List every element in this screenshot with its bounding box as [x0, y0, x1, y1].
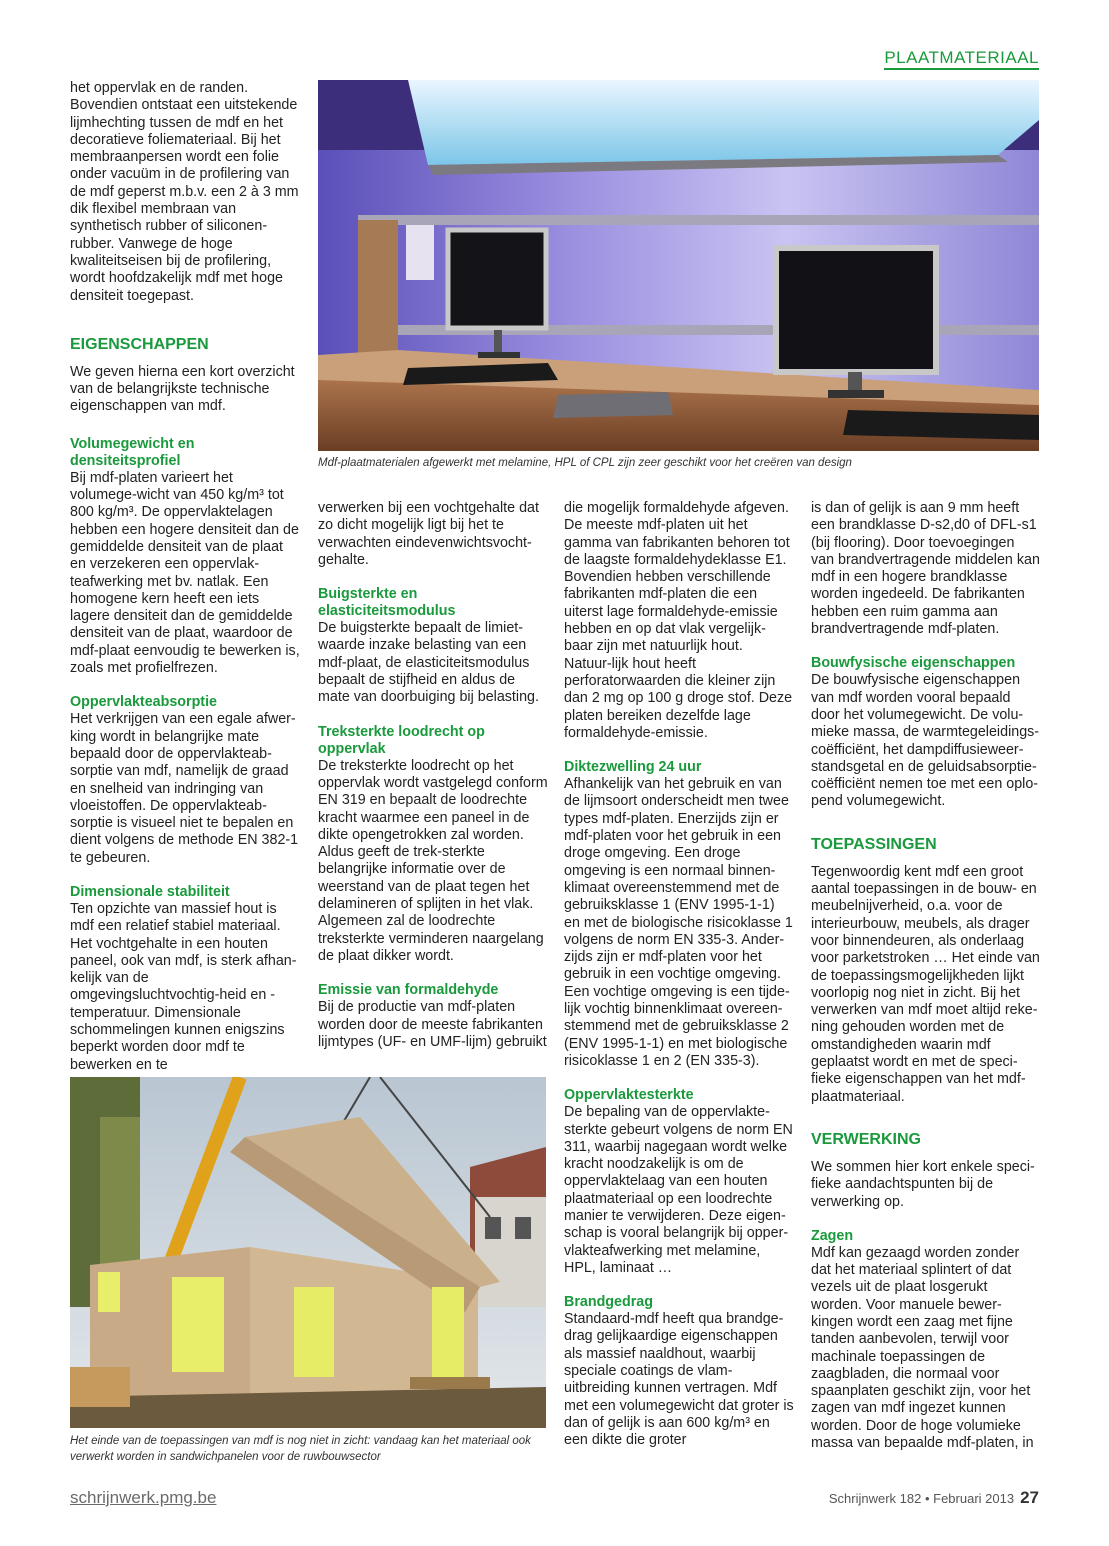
- subheading-bouwfysische: Bouwfysische eigenschappen: [811, 655, 1016, 672]
- paragraph: We sommen hier kort enkele speci-fieke aandachtspunten bij de verwerking op.: [811, 1158, 1035, 1210]
- caption-top: Mdf-plaatmaterialen afgewerkt met melamine, HPL of CPL zijn zeer geschikt voor het creëren van design: [318, 457, 852, 469]
- paragraph: die mogelijk formaldehyde afgeven. De meeste mdf-platen uit het gamma van fabrikanten behoren tot de laagste formaldehydeklasse E1. Bovendien hebben verschillende fabrikanten mdf-platen die een uiterst lage formaldehyde-emissie hebben en op dat vlak vergelijk-baar zijn met natuurlijk hout. Natuur-lijk hout heeft perforatorwaarden die kleiner zijn dan 2 mg op 100 g droge stof. Deze platen bereiken dezelfde lage formaldehyde-emissie.: [564, 500, 793, 741]
- paragraph: De bouwfysische eigenschappen van mdf worden vooral bepaald door het volumegewicht. De volu-mieke massa, de warmtegeleidings-coëfficiënt, het dampdiffusieweer-standsgetal en de geluidsabsorptie-coëfficiënt nemen toe met een oplo-pend volumegewicht.: [811, 672, 1040, 810]
- paragraph: De bepaling van de oppervlakte-sterkte gebeurt volgens de norm EN 311, waarbij nagegaan wordt welke kracht noodzakelijk is om de oppervlaktelaag van een houten plaatmateriaal op een loodrechte manier te verwijderen. Deze eigen-schap is vooral belangrijk bij opper-vlakteafwerking met melamine, HPL, laminaat …: [564, 1104, 793, 1276]
- paragraph: verwerken bij een vochtgehalte dat zo dicht mogelijk ligt bij het te verwachten eindevenwichtsvocht-gehalte.: [318, 500, 539, 568]
- column-1: [70, 80, 302, 1074]
- page-number: 27: [1020, 1488, 1039, 1507]
- column-4: [811, 500, 1041, 1452]
- heading-eigenschappen: EIGENSCHAPPEN: [70, 335, 209, 353]
- paragraph: De treksterkte loodrecht op het oppervlak wordt vastgelegd conform EN 319 en bepaalt de loodrechte kracht waarmee een paneel in de dikte opengetrokken zal worden. Aldus geeft de trek-sterkte belangrijke informatie over de weerstand van de plaat tegen het delamineren of splijten in het vlak. Algemeen zal de loodrechte treksterkte verminderen naargelang de plaat dikker wordt.: [318, 757, 548, 964]
- paragraph: Bij de productie van mdf-platen worden door de meeste fabrikanten lijmtypes (UF- en UMF-lijm) gebruikt: [318, 999, 547, 1050]
- subheading-oppervlaktesterkte: Oppervlaktesterkte: [564, 1087, 694, 1104]
- paragraph: Afhankelijk van het gebruik en van de lijmsoort onderscheidt men twee types mdf-platen. Enerzijds zijn er mdf-platen voor het gebruik in een droge omgeving. Een droge omgeving is een normaal binnen-klimaat overeenstemmend met de gebruiksklasse 1 (ENV 1995-1-1) en met de biologische risicoklasse 1 volgens de norm EN 335-3. Ander-zijds zijn er mdf-platen voor het gebruik in een vochtige omgeving. Een vochtige omgeving is een tijde-lijk vochtig binnenklimaat overeen-stemmend met de gebruiksklasse 2 (ENV 1995-1-1) en met biologische risicoklasse 1 en 2 (EN 335-3).: [564, 776, 793, 1069]
- paragraph: Het verkrijgen van een egale afwer-king wordt in belangrijke mate bepaald door de oppervlakteab-sorptie van mdf, namelijk de graad en snelheid van indringing van vloeistoffen. De oppervlakteab-sorptie is visueel niet te bepalen en dient volgens de methode EN 382-1 te gebeuren.: [70, 711, 299, 866]
- paragraph: Tegenwoordig kent mdf een groot aantal toepassingen in de bouw- en meubelnijverheid, o.a. voor de interieurbouw, meubels, als drager voor binnendeuren, als onderlaag voor parketstroken … Het einde van de toepassingsmogelijkheden lijkt voorlopig nog niet in zicht. Bij het verwerken van mdf moet altijd reke-ning gehouden worden met de omstandigheden waarin mdf geplaatst wordt en met de speci-fieke eigenschappen van het mdf-plaatmateriaal.: [811, 863, 1040, 1105]
- paragraph: Mdf kan gezaagd worden zonder dat het materiaal splintert of dat vezels uit de plaat losgerukt worden. Voor manuele bewer-kingen wordt een zaag met fijne tanden aanbevolen, terwijl voor machinale toepassingen de zaagbladen, die normaal voor spaanplaten geschikt zijn, voor het zagen van mdf ingezet kunnen worden. Door de hoge volumieke massa van bepaalde mdf-platen, in: [811, 1244, 1034, 1452]
- subheading-oppervlakteabsorptie: Oppervlakteabsorptie: [70, 694, 217, 711]
- paragraph: Ten opzichte van massief hout is mdf een relatief stabiel materiaal. Het vochtgehalte in een houten paneel, ook van mdf, is sterk afhan-kelijk van de omgevingsluchtvochtig-heid en -temperatuur. Dimensionale schommelingen kunnen enigszins beperkt worden door mdf te bewerken en te: [70, 900, 297, 1073]
- subheading-brandgedrag: Brandgedrag: [564, 1294, 653, 1311]
- heading-verwerking: VERWERKING: [811, 1130, 921, 1148]
- paragraph: is dan of gelijk is aan 9 mm heeft een brandklasse D-s2,d0 of DFL-s1 (bij flooring). Door toevoegingen van brandvertragende middelen kan mdf in een hogere brandklasse worden ingedeeld. De fabrikanten hebben een ruim gamma aan brandvertragende mdf-platen.: [811, 500, 1040, 638]
- subheading-buigsterkte: Buigsterkte en elasticiteitsmodulus: [318, 586, 456, 620]
- paragraph: We geven hierna een kort overzicht van de belangrijkste technische eigenschappen van mdf.: [70, 363, 295, 415]
- paragraph: het oppervlak en de randen. Bovendien ontstaat een uitstekende lijmhechting tussen de mdf en het decoratieve foliemateriaal. Bij het membraanpersen wordt een folie onder vacuüm in de profilering van de mdf geperst m.b.v. een 2 à 3 mm dik flexibel membraan van synthetisch rubber of siliconen-rubber. Vanwege de hoge kwaliteitseisen bij de profilering, wordt hoofdzakelijk mdf met hoge densiteit toegepast.: [70, 80, 299, 304]
- paragraph: De buigsterkte bepaalt de limiet-waarde inzake belasting van een mdf-plaat, de elasticiteitsmodulus bepaalt de stijfheid en aldus de mate van doorbuiging bij belasting.: [318, 620, 539, 706]
- issue-label: Schrijnwerk 182 • Februari 2013: [828, 1491, 1015, 1506]
- column-2: [318, 500, 548, 1051]
- subheading-diktezwelling: Diktezwelling 24 uur: [564, 759, 702, 776]
- heading-toepassingen: TOEPASSINGEN: [811, 835, 937, 853]
- subheading-zagen: Zagen: [811, 1227, 854, 1244]
- subheading-emissie: Emissie van formaldehyde: [318, 982, 499, 999]
- website-link[interactable]: schrijnwerk.pmg.be: [70, 1488, 217, 1507]
- paragraph: Bij mdf-platen varieert het volumege-wicht van 450 kg/m³ tot 800 kg/m³. De oppervlaktelagen hebben een hogere densiteit dan de gemiddelde densiteit van de plaat en verzekeren een oppervlak-teafwerking met bv. natlak. Een homogene kern heeft een iets lagere densiteit dan de gemiddelde densiteit van de plaat, waardoor de mdf-plaat eenvoudig te bewerken is, zoals met profielfrezen.: [70, 469, 300, 677]
- subheading-dimensionale-stabiliteit: Dimensionale stabiliteit: [70, 883, 230, 900]
- section-tag: PLAATMATERIAAL: [884, 48, 1039, 70]
- subheading-volumegewicht: Volumegewicht en densiteitsprofiel: [70, 435, 195, 469]
- paragraph: Standaard-mdf heeft qua brandge-drag gelijkaardige eigenschappen als massief naaldhout, waarbij speciale coatings de vlam-uitbreiding kunnen vertragen. Mdf met een volumegewicht dat groter is dan of gelijk is aan 600 kg/m³ en een dikte die groter: [564, 1311, 794, 1449]
- photo-sandwich-panel-house: [70, 1077, 546, 1428]
- column-3: [564, 500, 794, 1450]
- caption-bottom: Het einde van de toepassingen van mdf is nog niet in zicht: vandaag kan het materiaal ook verwerkt worden in sandwichpanelen voor de ruwbouwsector: [70, 1435, 531, 1463]
- photo-office-interior: [318, 80, 1039, 451]
- footer-issue: [829, 1488, 1039, 1508]
- subheading-treksterkte: Treksterkte loodrecht op oppervlak: [318, 723, 485, 757]
